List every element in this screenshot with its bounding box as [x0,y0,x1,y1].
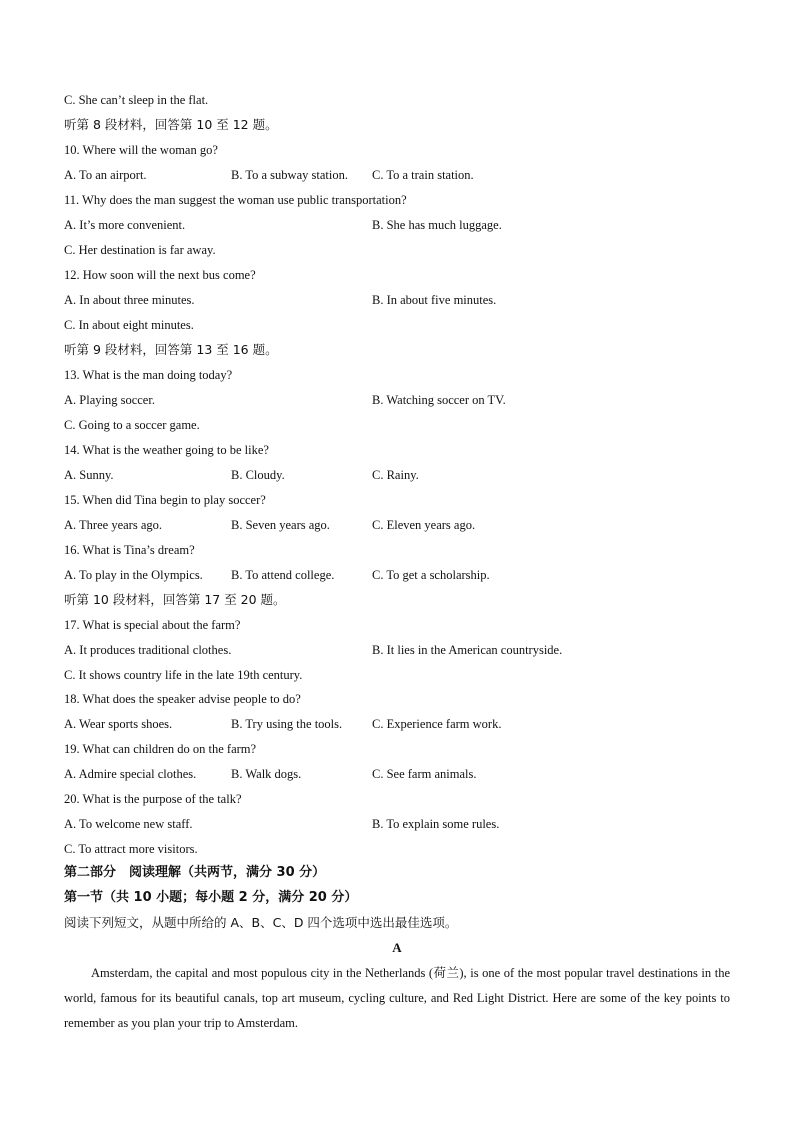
q17-option-a: A. It produces traditional clothes. [64,643,232,657]
q15-option-c: C. Eleven years ago. [372,518,476,532]
q20-option-c: C. To attract more visitors. [64,842,198,856]
q16-option-c: C. To get a scholarship. [372,568,490,582]
question-20: 20. What is the purpose of the talk? [64,792,242,806]
q12-option-c: C. In about eight minutes. [64,318,194,332]
q18-option-b: B. Try using the tools. [231,717,343,731]
q18-option-a: A. Wear sports shoes. [64,717,173,731]
q17-option-b: B. It lies in the American countryside. [372,643,563,657]
q13-option-c: C. Going to a soccer game. [64,418,200,432]
question-11: 11. Why does the man suggest the woman use public transportation? [64,193,407,207]
q19-option-b: B. Walk dogs. [231,767,302,781]
option-line: C. She can’t sleep in the flat. [64,93,209,107]
q12-option-a: A. In about three minutes. [64,293,195,307]
section-heading: 第一节（共 10 小题；每小题 2 分，满分 20 分） [64,890,358,905]
q18-option-c: C. Experience farm work. [372,717,502,731]
question-18: 18. What does the speaker advise people to do? [64,692,301,706]
q20-option-a: A. To welcome new staff. [64,817,193,831]
q16-option-a: A. To play in the Olympics. [64,568,203,582]
question-14: 14. What is the weather going to be like? [64,443,269,457]
q15-option-a: A. Three years ago. [64,518,162,532]
q11-option-a: A. It’s more convenient. [64,218,186,232]
reading-instruction: 阅读下列短文，从题中所给的 A、B、C、D 四个选项中选出最佳选项。 [64,915,458,930]
q19-option-c: C. See farm animals. [372,767,477,781]
q12-option-b: B. In about five minutes. [372,293,497,307]
section-instruction: 听第 10 段材料，回答第 17 至 20 题。 [64,592,286,607]
question-19: 19. What can children do on the farm? [64,742,257,756]
question-12: 12. How soon will the next bus come? [64,268,256,282]
q10-option-b: B. To a subway station. [231,168,348,182]
passage-label: A [392,940,402,955]
q11-option-b: B. She has much luggage. [372,218,502,232]
q14-option-b: B. Cloudy. [231,468,285,482]
q17-option-c: C. It shows country life in the late 19th century. [64,668,303,682]
q13-option-a: A. Playing soccer. [64,393,155,407]
q16-option-b: B. To attend college. [231,568,335,582]
question-17: 17. What is special about the farm? [64,618,241,632]
question-16: 16. What is Tina’s dream? [64,543,195,557]
section-instruction: 听第 8 段材料，回答第 10 至 12 题。 [64,117,278,132]
q10-option-c: C. To a train station. [372,168,474,182]
q14-option-c: C. Rainy. [372,468,419,482]
q10-option-a: A. To an airport. [64,168,147,182]
q15-option-b: B. Seven years ago. [231,518,330,532]
question-15: 15. When did Tina begin to play soccer? [64,493,266,507]
part-heading: 第二部分 阅读理解（共两节，满分 30 分） [64,865,326,880]
q20-option-b: B. To explain some rules. [372,817,500,831]
q14-option-a: A. Sunny. [64,468,114,482]
q11-option-c: C. Her destination is far away. [64,243,216,257]
q19-option-a: A. Admire special clothes. [64,767,197,781]
question-13: 13. What is the man doing today? [64,368,233,382]
q13-option-b: B. Watching soccer on TV. [372,393,506,407]
passage-paragraph: Amsterdam, the capital and most populous city in the Netherlands (荷兰), is one of the most popular travel destinations in the world, famous for its beautiful canals, top art museum, cycling culture, and Red Light District. Here are some of the key points to remember as you plan your trip to Amsterdam. [64,966,730,1030]
section-instruction: 听第 9 段材料，回答第 13 至 16 题。 [64,342,278,357]
question-10: 10. Where will the woman go? [64,143,218,157]
